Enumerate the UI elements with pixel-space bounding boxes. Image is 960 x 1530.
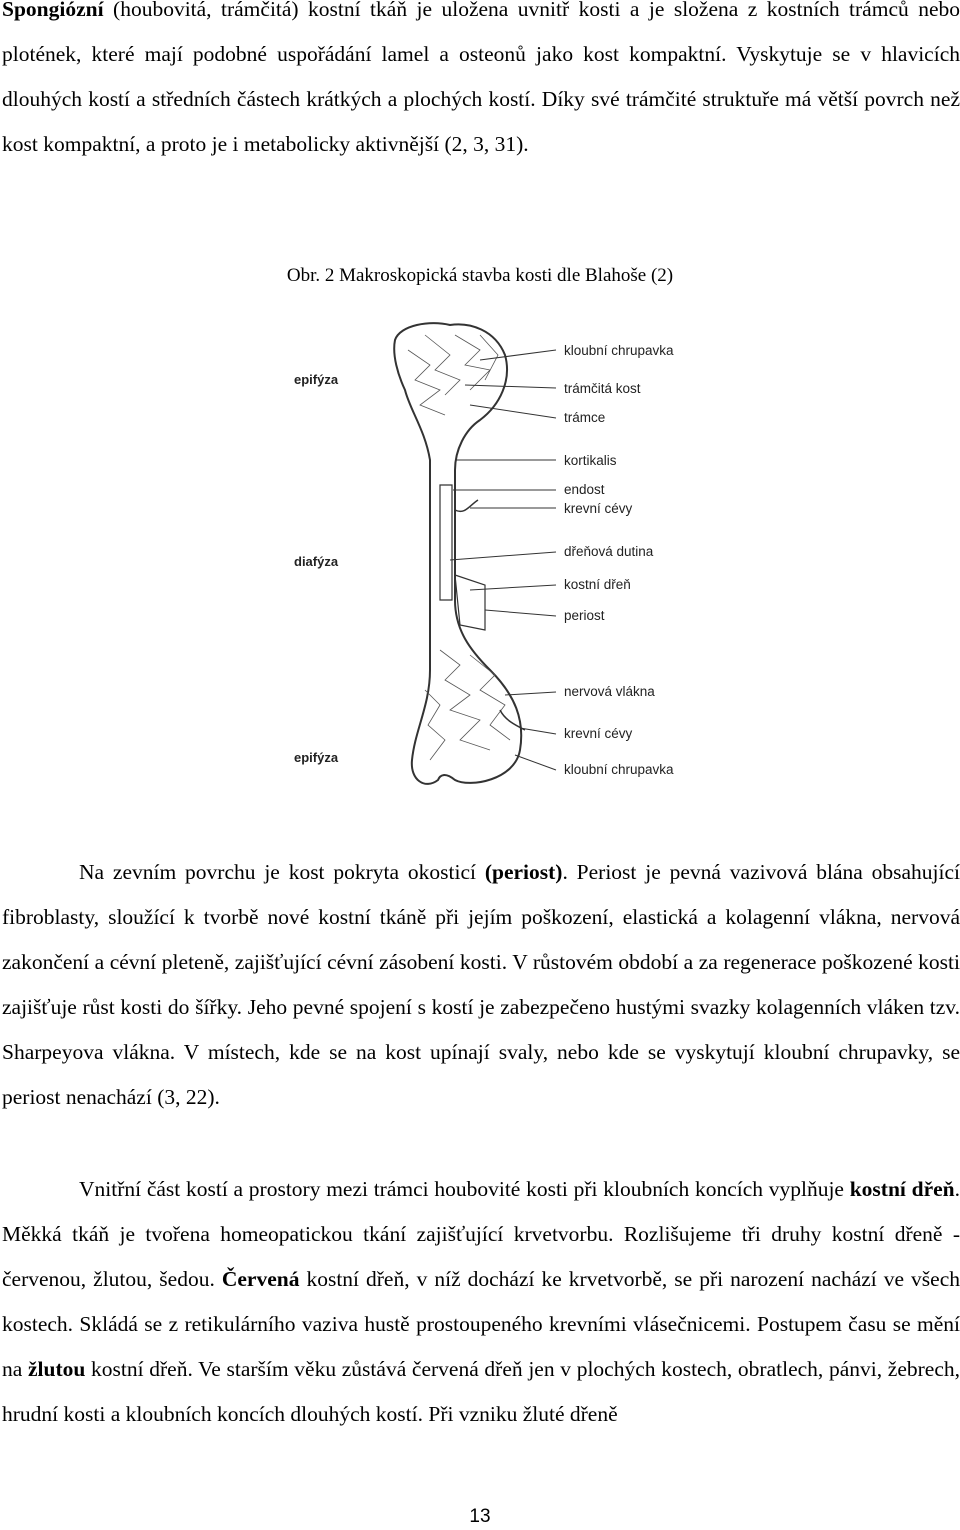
page-number: 13 bbox=[469, 1506, 491, 1527]
term-kostni-dren: kostní dřeň bbox=[849, 1177, 955, 1201]
label-kortikalis: kortikalis bbox=[564, 453, 617, 468]
vessel-upper bbox=[455, 500, 478, 511]
leader-line bbox=[515, 755, 556, 770]
leader-line bbox=[480, 350, 556, 360]
spongy-texture-top bbox=[408, 335, 498, 415]
paragraph-kostni-dren bbox=[2, 1167, 960, 1437]
bone-figure bbox=[0, 310, 960, 810]
term-spongiosa: Spongiózní bbox=[2, 0, 104, 21]
leader-line bbox=[450, 552, 556, 560]
leader-line bbox=[465, 385, 556, 388]
label-tramcita-kost: trámčitá kost bbox=[564, 381, 641, 396]
leader-line bbox=[505, 692, 556, 695]
region-diaphysis: diafýza bbox=[294, 554, 339, 569]
paragraph-spongiosa bbox=[2, 0, 960, 167]
label-tramce: trámce bbox=[564, 410, 606, 425]
label-endost: endost bbox=[564, 482, 605, 497]
leader-line bbox=[520, 728, 556, 734]
label-nervova-vlakna: nervová vlákna bbox=[564, 684, 655, 699]
leader-line bbox=[485, 610, 556, 616]
term-zlutou: žlutou bbox=[27, 1357, 86, 1381]
label-kloubni-chrupavka: kloubní chrupavka bbox=[564, 343, 674, 358]
label-krevni-cevy-lower: krevní cévy bbox=[564, 726, 633, 741]
paragraph-text: Vnitřní část kostí a prostory mezi trámci houbovité kosti při kloubních koncích vyplňuje bbox=[79, 1177, 850, 1201]
figure-caption: Obr. 2 Makroskopická stavba kosti dle Blahoše (2) bbox=[286, 265, 674, 286]
cut-section bbox=[455, 575, 485, 630]
label-krevni-cevy: krevní cévy bbox=[564, 501, 633, 516]
paragraph-periost bbox=[2, 850, 960, 1120]
region-epiphysis-bottom: epifýza bbox=[294, 750, 339, 765]
label-periost: periost bbox=[564, 608, 605, 623]
paragraph-text: kostní dřeň, v níž dochází ke krvetvorbě, se při narození nachází ve všech kostech. Skládá se z retikulárního vaziva hustě prostoupeného krevními vlásečnicemi. Postupem času se mění na bbox=[2, 1267, 960, 1381]
region-epiphysis-top: epifýza bbox=[294, 372, 339, 387]
leader-line bbox=[470, 585, 556, 590]
term-cervena: Červená bbox=[221, 1267, 300, 1291]
label-drenova-dutina: dřeňová dutina bbox=[564, 544, 654, 559]
term-periost: (periost) bbox=[484, 860, 563, 884]
leader-line bbox=[470, 405, 556, 418]
spongy-texture-bottom bbox=[425, 650, 510, 760]
paragraph-text: kostní dřeň. Ve starším věku zůstává červená dřeň jen v plochých kostech, obratlech, pánvi, žebrech, hrudní kosti a kloubních koncích dlouhých kostí. Při vzniku žluté dřeně bbox=[2, 1357, 960, 1426]
paragraph-text: . Měkká tkáň je tvořena homeopatickou tkání zajišťující krvetvorbu. Rozlišujeme tři druhy kostní dřeně - červenou, žlutou, šedou. bbox=[2, 1177, 960, 1291]
paragraph-text: Na zevním povrchu je kost pokryta okosticí bbox=[79, 860, 485, 884]
label-kostni-dren: kostní dřeň bbox=[564, 577, 631, 592]
paragraph-text: . Periost je pevná vazivová blána obsahující fibroblasty, sloužící k tvorbě nové kostní tkáně při jejím poškození, elastická a kolagenní vlákna, nervová zakončení a cévní pleteně, zajišťující cévní zásobení kosti. V růstovém období a za regenerace poškozené kosti zajišťuje růst kosti do šířky. Jeho pevné spojení s kostí je zabezpečeno hustými svazky kolagenních vláken tzv. Sharpeyova vlákna. V místech, kde se na kost upínají svaly, nebo kde se vyskytují kloubní chrupavky, se periost nenachází (3, 22). bbox=[2, 860, 960, 1109]
paragraph-text: (houbovitá, trámčitá) kostní tkáň je uložena uvnitř kosti a je složena z kostních trámců nebo plotének, které mají podobné uspořádání lamel a osteonů jako kost kompaktní. Vyskytuje se v hlavicích dlouhých kostí a středních částech krátkých a plochých kostí. Díky své trámčité struktuře má větší povrch než kost kompaktní, a proto je i metabolicky aktivnější (2, 3, 31). bbox=[2, 0, 960, 156]
label-kloubni-chrupavka-lower: kloubní chrupavka bbox=[564, 762, 674, 777]
medullary-cavity bbox=[440, 485, 452, 600]
bone-diagram bbox=[0, 310, 960, 810]
